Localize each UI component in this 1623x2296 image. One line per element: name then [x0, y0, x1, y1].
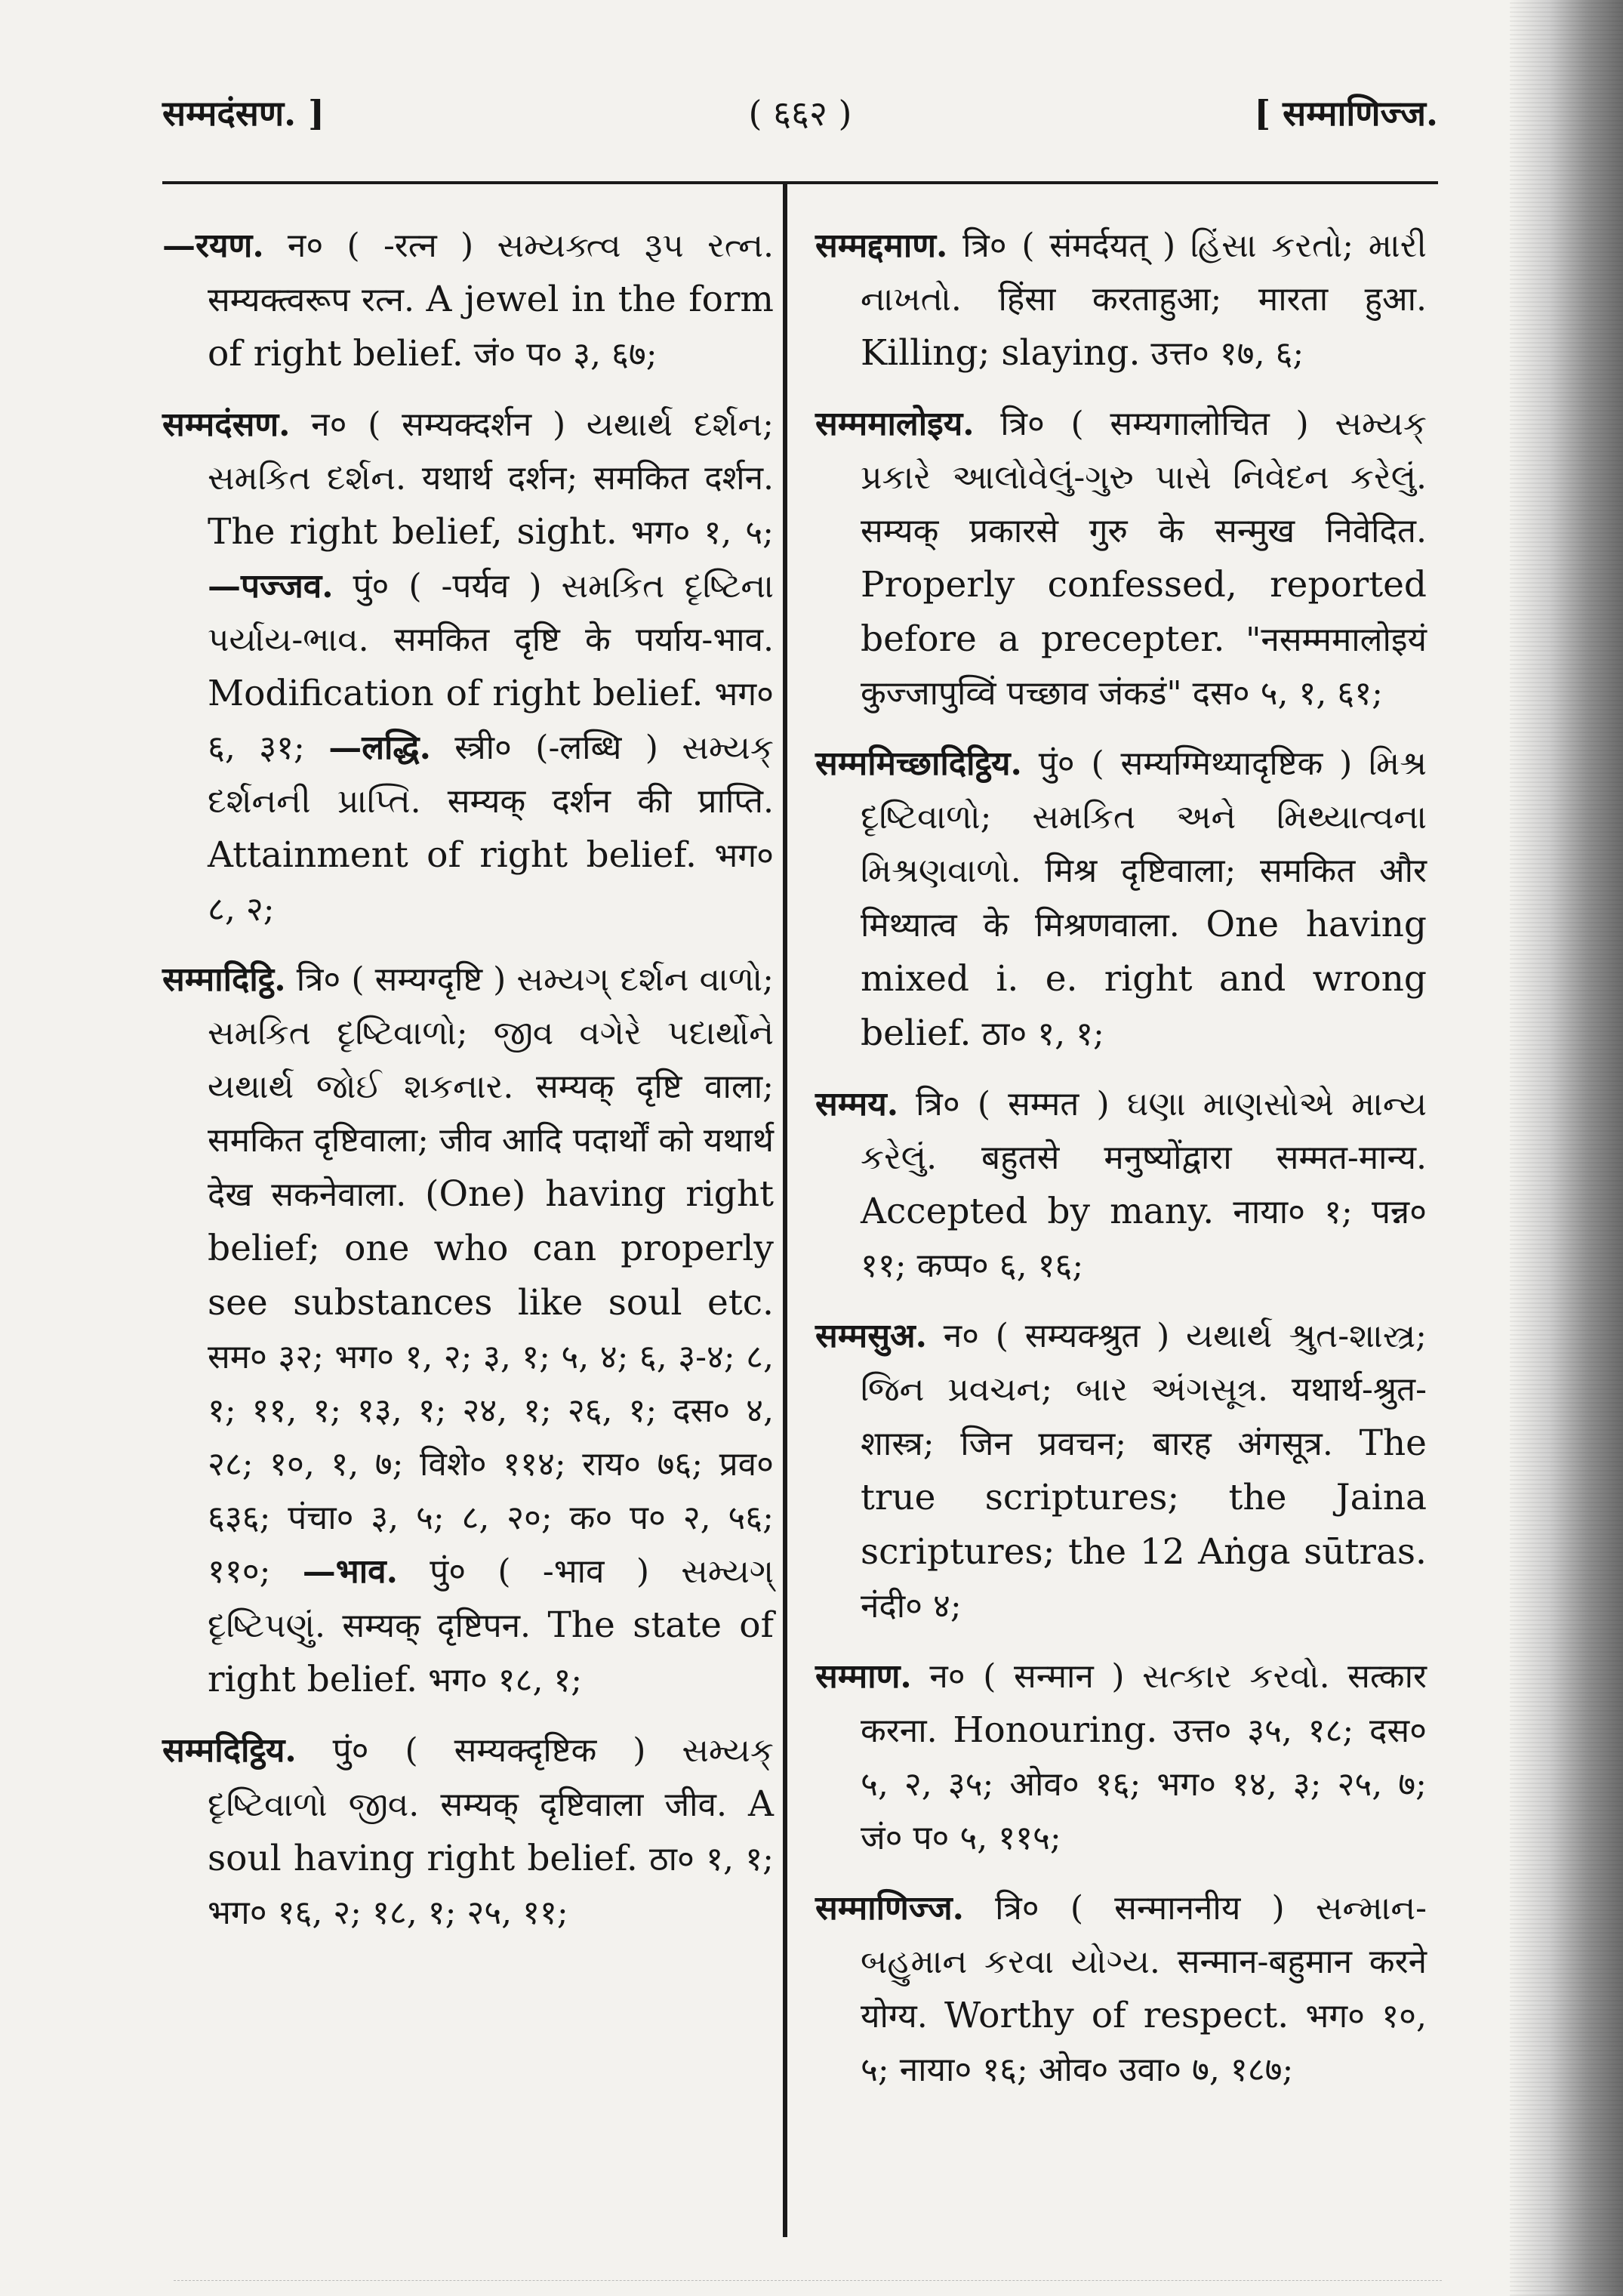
page-bottom-edge: [174, 2280, 1442, 2281]
entry-english: Worthy of respect.: [944, 1995, 1289, 2036]
entry-english: Properly confessed, reported before a precepter.: [861, 564, 1427, 660]
entry-sammasua: [815, 1309, 1427, 1633]
entry-sammadamsana: [162, 398, 774, 936]
entry-references: उत्त० ३५, १८; दस० ५, २, ३५; ओव० १६; भग० १४, ३; २५, ७; जं० प० ५, ११५;: [861, 1712, 1427, 1857]
entry-headword: —रयण.: [162, 227, 264, 265]
entry-english: Accepted by many.: [861, 1191, 1215, 1232]
left-column: [162, 219, 774, 1956]
entry-sammanijja: [815, 1881, 1427, 2097]
entry-headword: सम्मद्दमाण.: [815, 227, 948, 265]
subentry-references: भग० १८, १;: [417, 1661, 583, 1700]
entry-definition: न० ( सन्मान ) સત્કાર કરવો. सत्कार करना.: [861, 1657, 1427, 1750]
subentry-definition: पुं० ( -भाव ) સમ્યગ્ દૃષ્ટિપણું. सम्यक् दृष्टिपन.: [208, 1552, 775, 1645]
entry-sammaditthiya: [162, 1724, 774, 1940]
entry-definition: त्रि० ( सन्माननीय ) સન્માન-બહુમાન કરવા યોગ્ય. सन्मान-बहुमान करने योग्य.: [861, 1889, 1427, 2036]
entry-headword: सम्ममिच्छादिट्ठिय.: [815, 744, 1022, 783]
entry-definition: त्रि० ( सम्यग्दृष्टि ) સમ્યગ્ દર્શન વાળો; સમકિત દૃષ્ટિવાળો; જીવ વગેરે પદાર્થોને યથાર્થ જોઈ શકનાર. सम्यक् दृष्टि वाला; समकित दृष्टिवाला; जीव आदि पदार्थों को यथार्थ देख सकनेवाला.: [208, 960, 774, 1214]
entry-english: A soul having right belief.: [208, 1783, 774, 1879]
entry-english: Honouring.: [953, 1709, 1158, 1751]
right-column: [815, 219, 1427, 2113]
entry-sammaditthi: [162, 953, 774, 1707]
entry-sammana: [815, 1650, 1427, 1865]
subentry-definition: पुं० ( -पर्यव ) સમકિત દૃષ્ટિના પર્યાય-ભાવ. समकित दृष्टि के पर्याय-भाव.: [208, 567, 774, 659]
entry-references: "नसम्ममालोइयं कुज्जापुव्विं पच्छाव जंकडं" दस० ५, १, ६१;: [861, 621, 1427, 713]
subentry-english: The state of right belief.: [208, 1604, 775, 1700]
entry-english: A jewel in the form of right belief.: [208, 279, 774, 374]
entry-headword: सम्मदंसण.: [162, 405, 291, 444]
column-divider: [783, 183, 787, 2237]
page-binding-shadow: [1510, 0, 1623, 2296]
subentry-headword: —भाव.: [302, 1552, 398, 1591]
entry-references: ठा० १, १; भग० १६, २; १८, १; २५, ११;: [208, 1840, 775, 1932]
entry-english: The true scriptures; the Jaina scriptures; the 12 Aṅga sūtras.: [861, 1422, 1427, 1573]
subentry-references: भग० ८, २;: [208, 837, 774, 929]
entry-definition: त्रि० ( संमर्दयत् ) હિંસા કરતો; મારી નાખતો. हिंसा करताहुआ; मारता हुआ.: [861, 227, 1427, 319]
entry-definition: त्रि० ( सम्यगालोचित ) સમ્યક્ પ્રકારે આલોવેલું-ગુરુ પાસે નિવેદન કરેલું. सम्यक् प्रकारसे गुरु के सन्मुख निवेदित.: [861, 405, 1427, 550]
subentry-headword: —लद्धि.: [328, 729, 431, 767]
entry-definition: त्रि० ( सम्मत ) ઘણા માણસોએ માન્ય કરેલું. बहुतसे मनुष्योंद्वारा सम्मत-मान्य.: [861, 1085, 1427, 1177]
entry-references: सम० ३२; भग० १, २; ३, १; ५, ४; ६, ३-४; ८, १; ११, १; १३, १; २४, १; २६, १; दस० ४, २८; १०, १, ७; विशे० ११४; राय० ७६; प्रव० ६३६; पंचा० ३, ५; ८, २०; क० प० २, ५६; ११०;: [208, 1338, 774, 1591]
entry-sammaddamana: [815, 219, 1427, 381]
entry-sammaya: [815, 1077, 1427, 1293]
entry-references: भग० १, ५;: [617, 513, 774, 552]
entry-definition: न० ( सम्यक्दर्शन ) યથાર્થ દર્શન; સમકિત દર્શન. यथार्थ दर्शन; समकित दर्शन.: [208, 405, 774, 498]
header-first-word: सम्मदंसण. ]: [162, 93, 325, 134]
page-header: [162, 89, 1438, 149]
subentry-english: Modification of right belief.: [208, 673, 704, 714]
page-number: ( ६६२ ): [748, 93, 852, 134]
entry-references: जं० प० ३, ६७;: [463, 335, 658, 374]
entry-english: Killing; slaying.: [861, 332, 1141, 374]
entry-headword: सम्मसुअ.: [815, 1317, 927, 1355]
entry-english: (One) having right belief; one who can properly see substances like soul etc.: [208, 1173, 774, 1324]
entry-references: भग० १०, ५; नाया० १६; ओव० उवा० ७, १८७;: [861, 1997, 1427, 2089]
entry-english: The right belief, sight.: [208, 511, 617, 553]
entry-references: नाया० १; पन्न० ११; कप्प० ६, १६;: [861, 1193, 1427, 1285]
entry-english: One having mixed i. e. right and wrong belief.: [861, 904, 1427, 1054]
entry-ratna: [162, 219, 774, 381]
entry-headword: सम्माण.: [815, 1657, 912, 1696]
entry-headword: सम्माणिज्ज.: [815, 1889, 964, 1928]
subentry-definition: स्त्री० (-लब्धि ) સમ્યક્ દર્શનની પ્રાપ્તિ. सम्यक् दर्शन की प्राप्ति.: [208, 729, 774, 821]
entry-definition: न० ( सम्यक्श्रुत ) યથાર્થ શ્રુત-શાસ્ત્ર; જિન પ્રવચન; બાર અંગસૂત્ર. यथार्थ-श्रुत-शास्त्र; जिन प्रवचन; बारह अंगसूत्र.: [861, 1317, 1427, 1463]
subentry-references: भग० ६, ३१;: [208, 675, 774, 767]
entry-headword: सम्मदिट्ठिय.: [162, 1731, 297, 1770]
entry-definition: पुं० ( सम्यक्दृष्टिक ) સમ્યક્ દૃષ્ટિવાળો જીવ. सम्यक् दृष्टिवाला जीव.: [208, 1731, 774, 1824]
entry-sammamaloiya: [815, 397, 1427, 720]
entry-definition: पुं० ( सम्यग्मिथ्यादृष्टिक ) મિશ્ર દૃષ્ટિવાળો; સમકિત અને મિથ્યાત્વના મિશ્રણવાળો. मिश्र दृष्टिवाला; समकित और मिथ्यात्व के मिश्रणवाला.: [861, 744, 1427, 945]
entry-headword: सम्ममालोइय.: [815, 405, 975, 443]
entry-definition: न० ( -रत्न ) સમ્યક્ત્વ રૂપ રત્ન. सम्यक्त्वरूप रत्न.: [208, 227, 774, 319]
entry-references: उत्त० १७, ६;: [1140, 334, 1304, 373]
entry-headword: सम्मय.: [815, 1085, 899, 1123]
header-last-word: [ सम्माणिज्ज.: [1254, 93, 1438, 134]
header-rule: [162, 181, 1438, 184]
entry-references: नंदी० ४;: [861, 1587, 962, 1626]
subentry-headword: —पज्जव.: [208, 567, 334, 606]
entry-references: ठा० १, १;: [971, 1015, 1104, 1053]
subentry-english: Attainment of right belief.: [208, 834, 697, 876]
entry-headword: सम्मादिट्ठि.: [162, 960, 286, 999]
entry-sammamicchaditthiya: [815, 737, 1427, 1061]
